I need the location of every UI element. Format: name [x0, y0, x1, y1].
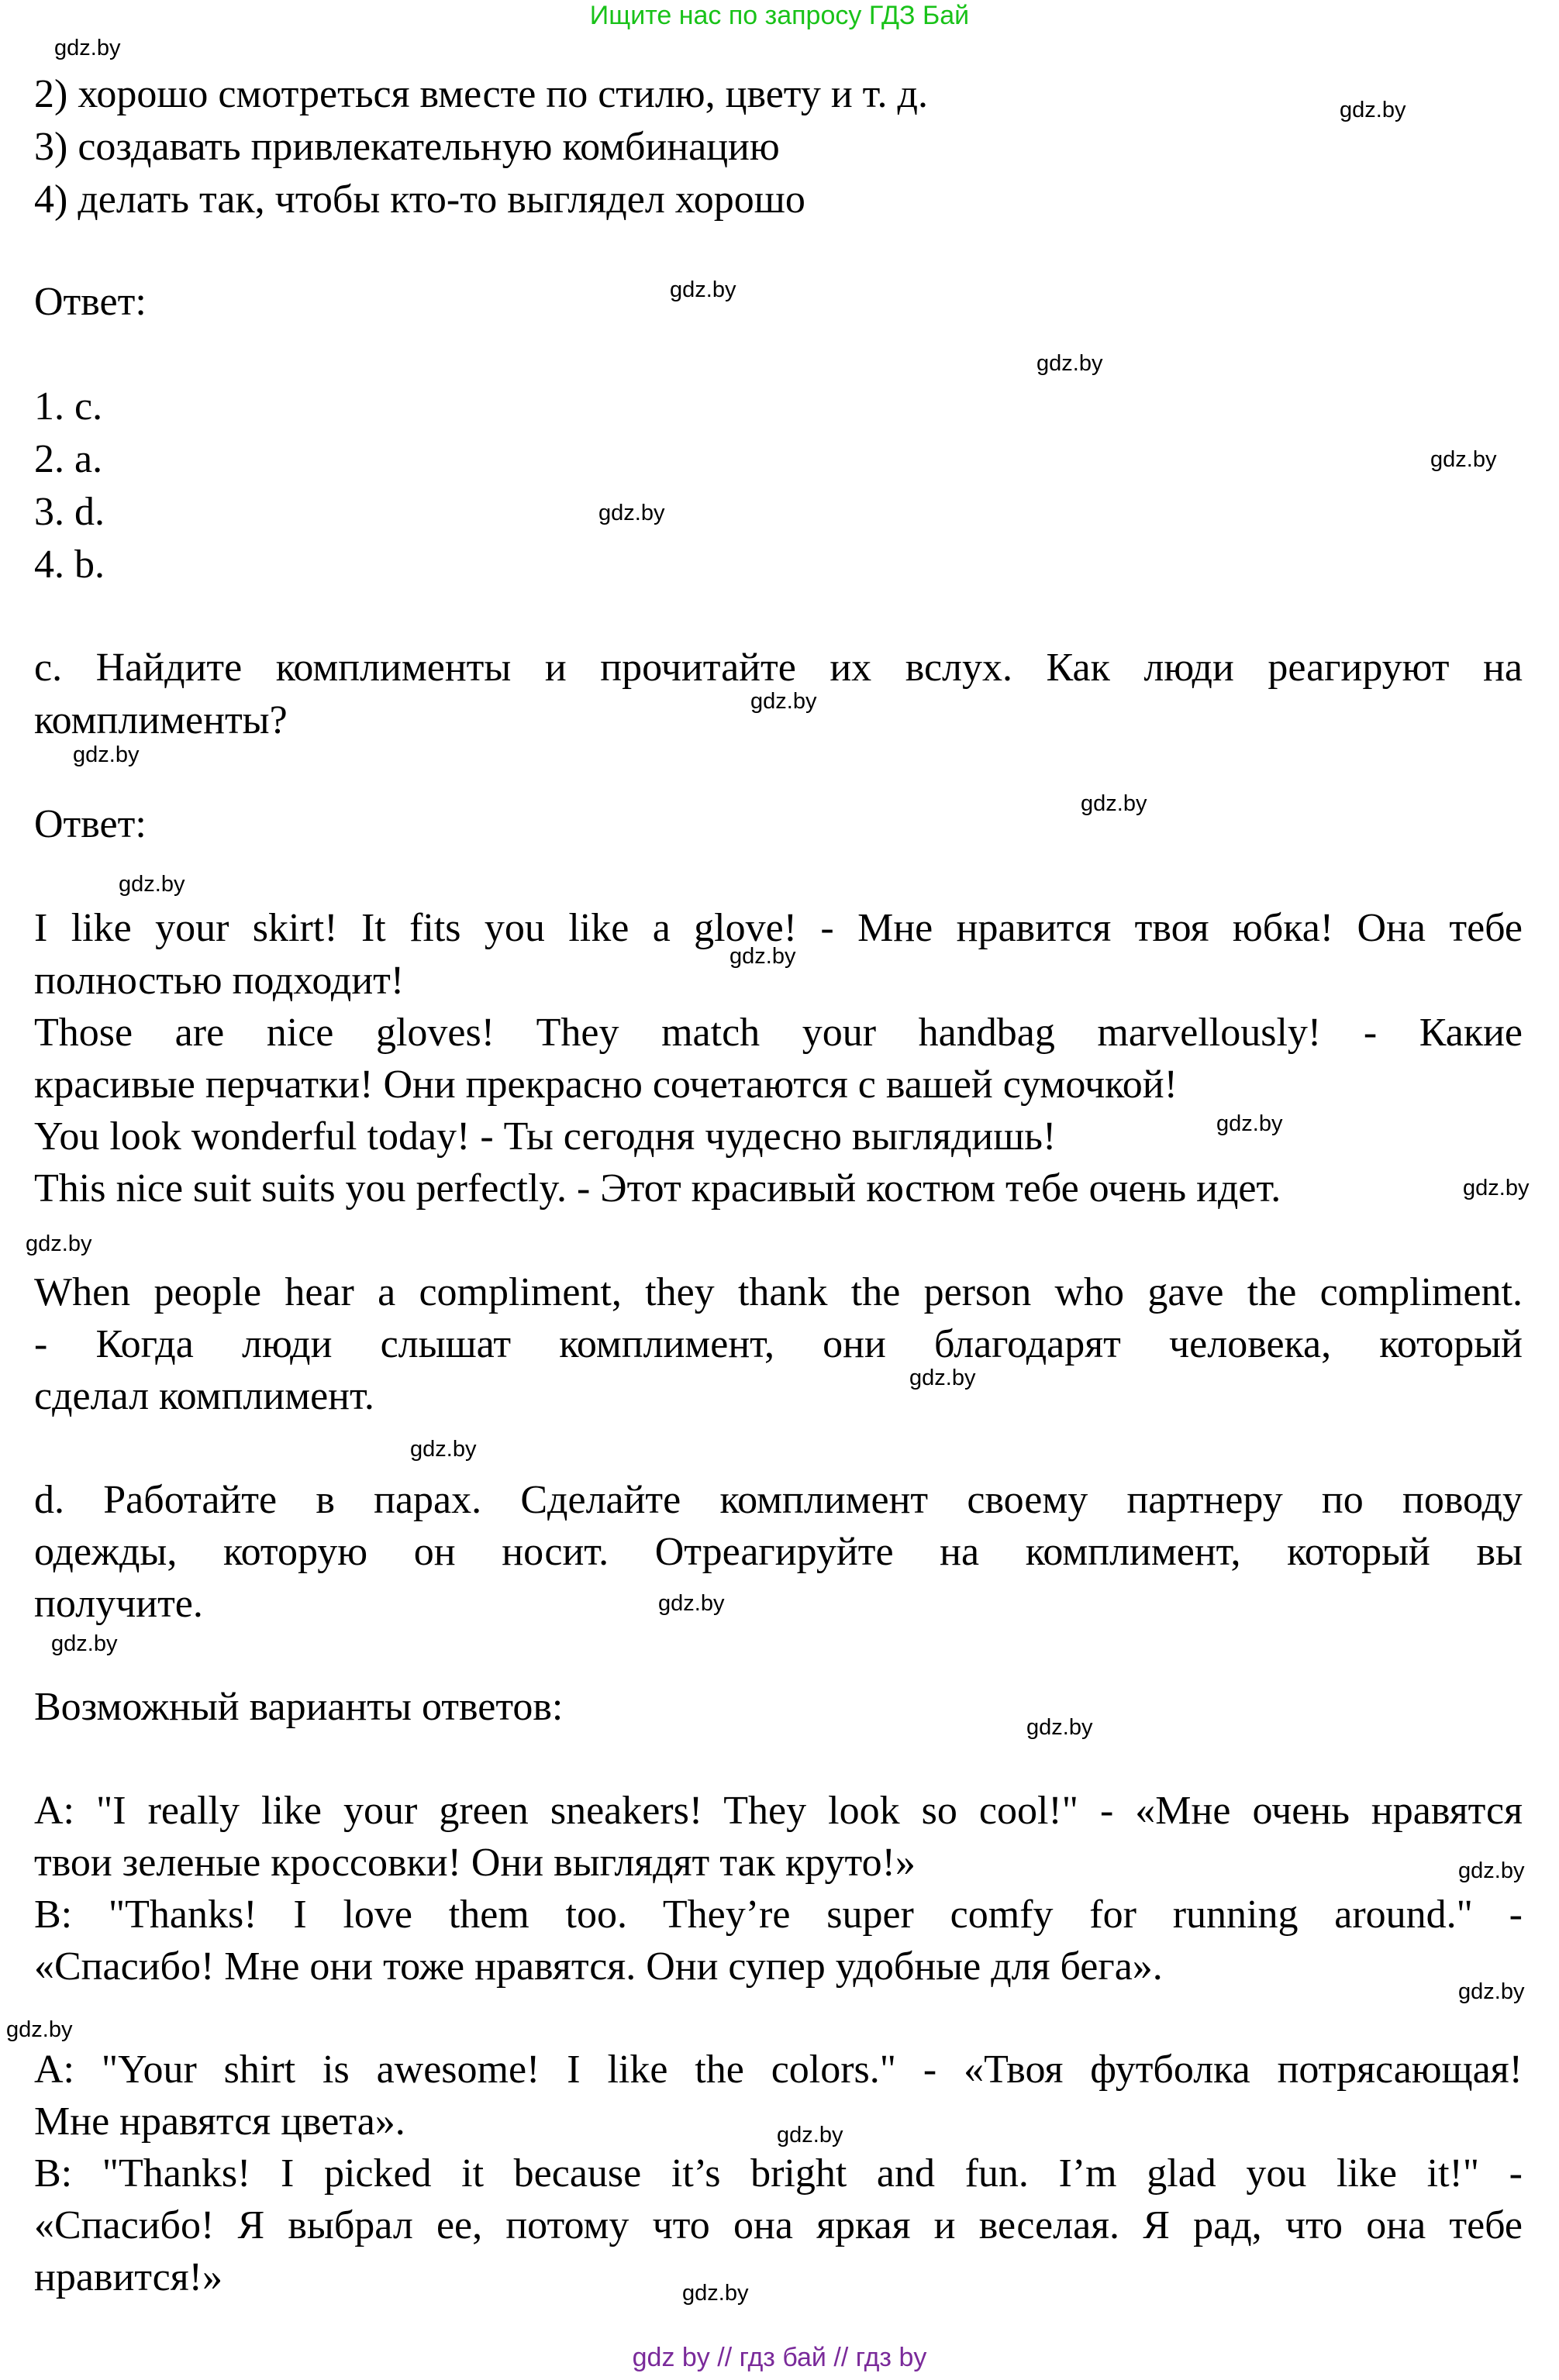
- watermark: gdz.by: [1458, 1979, 1525, 2004]
- watermark: gdz.by: [73, 742, 140, 767]
- task-d-line-1: d. Работайте в парах. Сделайте комплимент своему партнеру по поводу: [34, 1478, 1523, 1522]
- watermark: gdz.by: [119, 872, 185, 897]
- watermark: gdz.by: [6, 2017, 73, 2042]
- dialog-1-line-3: B: "Thanks! I love them too. They’re super comfy for running around." -: [34, 1893, 1523, 1937]
- watermark: gdz.by: [598, 501, 665, 525]
- watermark: gdz.by: [410, 1437, 477, 1462]
- footer-links[interactable]: gdz by // гдз бай // гдз by: [632, 2343, 927, 2372]
- watermark: gdz.by: [1458, 1858, 1525, 1883]
- top-banner[interactable]: Ищите нас по запросу ГДЗ Бай: [589, 1, 970, 30]
- answer-item-4: 4. b.: [34, 542, 105, 587]
- watermark: gdz.by: [777, 2123, 843, 2148]
- compliment-line-1: I like your skirt! It fits you like a glove! - Мне нравится твоя юбка! Она тебе: [34, 906, 1523, 950]
- compliment-line-3: Those are nice gloves! They match your handbag marvellously! - Какие: [34, 1011, 1523, 1055]
- watermark: gdz.by: [51, 1631, 118, 1656]
- compliment-line-5: You look wonderful today! - Ты сегодня чудесно выглядишь!: [34, 1114, 1057, 1159]
- watermark: gdz.by: [1340, 98, 1406, 122]
- answer-label: Ответ:: [34, 802, 147, 846]
- watermark: gdz.by: [1463, 1176, 1530, 1200]
- answer-item-3: 3. d.: [34, 490, 105, 534]
- dialog-2-line-2: Мне нравятся цвета».: [34, 2099, 405, 2144]
- option-2: 2) хорошо смотреться вместе по стилю, цвету и т. д.: [34, 72, 928, 116]
- task-d-line-2: одежды, которую он носит. Отреагируйте на комплимент, который вы: [34, 1530, 1523, 1574]
- watermark: gdz.by: [658, 1591, 725, 1616]
- reaction-line-1: When people hear a compliment, they thank the person who gave the compliment.: [34, 1270, 1523, 1314]
- task-c-line-2: комплименты?: [34, 698, 288, 742]
- watermark: gdz.by: [750, 689, 817, 714]
- dialog-2-line-1: A: "Your shirt is awesome! I like the colors." - «Твоя футболка потрясающая!: [34, 2048, 1523, 2092]
- watermark: gdz.by: [1430, 447, 1497, 472]
- dialog-2-line-3: B: "Thanks! I picked it because it’s bright and fun. I’m glad you like it!" -: [34, 2151, 1523, 2196]
- answer-item-2: 2. a.: [34, 437, 103, 481]
- variants-label: Возможный варианты ответов:: [34, 1685, 564, 1729]
- compliment-line-2: полностью подходит!: [34, 959, 405, 1003]
- option-4: 4) делать так, чтобы кто-то выглядел хорошо: [34, 177, 805, 222]
- dialog-2-line-4: «Спасибо! Я выбрал ее, потому что она яркая и веселая. Я рад, что она тебе: [34, 2203, 1523, 2247]
- option-3: 3) создавать привлекательную комбинацию: [34, 125, 780, 169]
- watermark: gdz.by: [1036, 351, 1103, 376]
- dialog-1-line-2: твои зеленые кроссовки! Они выглядят так круто!»: [34, 1841, 916, 1885]
- watermark: gdz.by: [54, 36, 121, 60]
- watermark: gdz.by: [1026, 1715, 1093, 1740]
- compliment-line-6: This nice suit suits you perfectly. - Этот красивый костюм тебе очень идет.: [34, 1166, 1281, 1211]
- task-d-line-3: получите.: [34, 1582, 203, 1626]
- reaction-line-2: - Когда люди слышат комплимент, они благодарят человека, который: [34, 1322, 1523, 1366]
- watermark: gdz.by: [670, 277, 736, 302]
- watermark: gdz.by: [909, 1366, 976, 1390]
- watermark: gdz.by: [729, 944, 796, 969]
- dialog-1-line-4: «Спасибо! Мне они тоже нравятся. Они супер удобные для бега».: [34, 1944, 1163, 1989]
- dialog-1-line-1: A: "I really like your green sneakers! They look so cool!" - «Мне очень нравятся: [34, 1789, 1523, 1833]
- task-c-line-1: c. Найдите комплименты и прочитайте их вслух. Как люди реагируют на: [34, 646, 1523, 690]
- dialog-2-line-5: нравится!»: [34, 2255, 222, 2299]
- answer-item-1: 1. c.: [34, 384, 103, 429]
- watermark: gdz.by: [682, 2281, 749, 2306]
- compliment-line-4: красивые перчатки! Они прекрасно сочетаются с вашей сумочкой!: [34, 1063, 1178, 1107]
- watermark: gdz.by: [1081, 791, 1147, 816]
- watermark: gdz.by: [26, 1231, 92, 1256]
- answer-label: Ответ:: [34, 280, 147, 324]
- reaction-line-3: сделал комплимент.: [34, 1374, 374, 1418]
- watermark: gdz.by: [1216, 1111, 1283, 1136]
